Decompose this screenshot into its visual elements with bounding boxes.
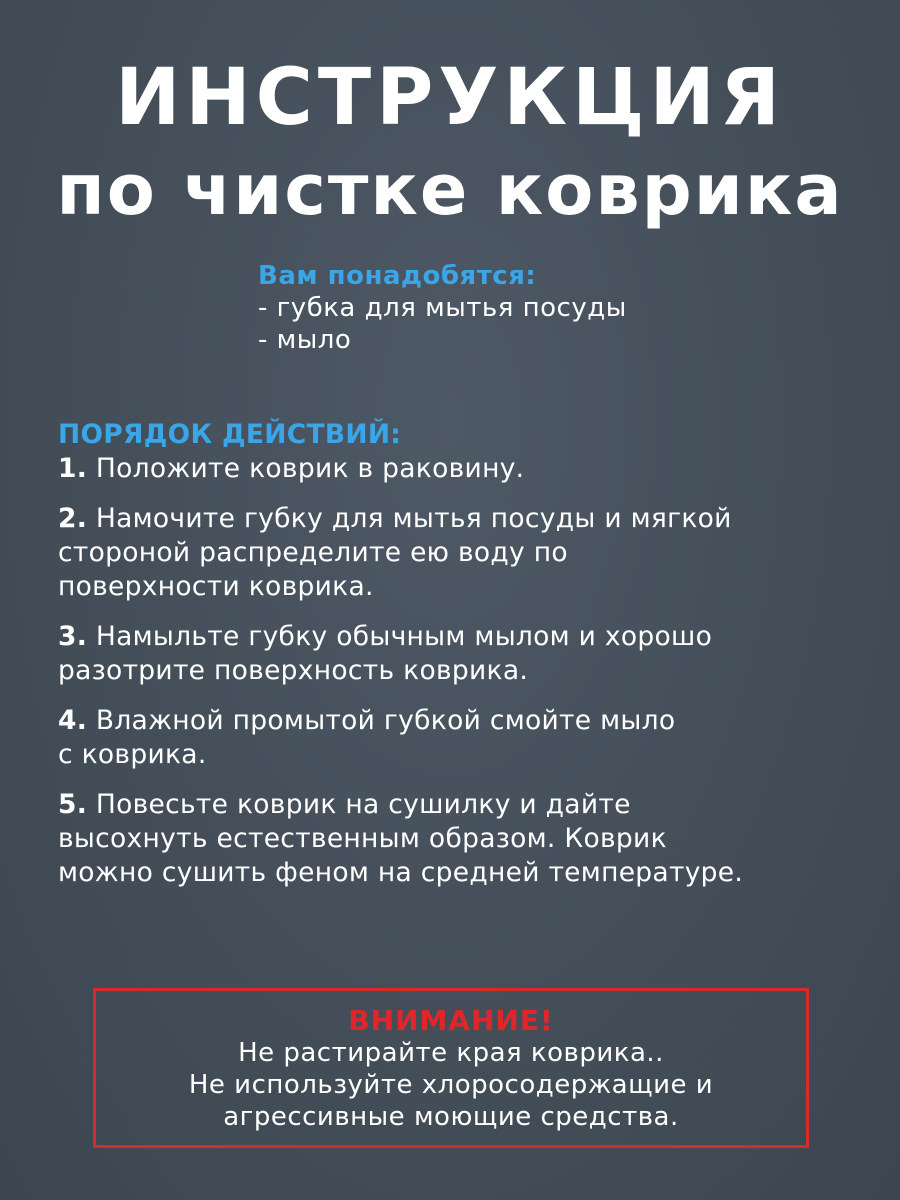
step-text: Влажной промытой губкой смойте мыло (95, 705, 676, 736)
step-line (58, 452, 878, 486)
step-number: 2. (58, 503, 88, 534)
step-text: стороной распределите ею воду по (58, 537, 568, 568)
step-text: с коврика. (58, 739, 207, 770)
step-text: поверхности коврика. (58, 571, 374, 602)
step-text: Повесьте коврик на сушилку и дайте (95, 789, 631, 820)
warning-title: ВНИМАНИЕ! (348, 1004, 554, 1037)
step-line (58, 704, 878, 738)
title-line-1: ИНСТРУКЦИЯ (115, 53, 785, 143)
step-text: можно сушить феном на средней температуре. (58, 857, 744, 888)
step-5 (58, 788, 878, 890)
warning-line: Не растирайте края коврика.. (238, 1038, 664, 1068)
warning-line: Не используйте хлоросодержащие и (188, 1070, 714, 1100)
step-number: 1. (58, 453, 88, 484)
step-number: 3. (58, 621, 88, 652)
step-text: разотрите поверхность коврика. (58, 655, 529, 686)
step-number: 4. (58, 705, 88, 736)
step-line (58, 788, 878, 822)
step-text: Положите коврик в раковину. (95, 453, 525, 484)
warning-box (93, 988, 809, 1148)
supply-item-sponge: - губка для мытья посуды (258, 293, 627, 323)
steps-section (58, 418, 878, 890)
page-title (0, 52, 900, 236)
step-text: Намыльте губку обычным мылом и хорошо (95, 621, 713, 652)
title-line-2: по чистке коврика (56, 149, 844, 231)
step-1 (58, 452, 878, 486)
step-line (58, 502, 878, 536)
step-4 (58, 704, 878, 772)
step-line (58, 620, 878, 654)
step-text: высохнуть естественным образом. Коврик (58, 823, 667, 854)
supplies-heading: Вам понадобятся: (258, 261, 537, 291)
supplies-section (258, 260, 627, 356)
steps-heading: ПОРЯДОК ДЕЙСТВИЙ: (58, 419, 402, 450)
step-2 (58, 502, 878, 604)
step-text: Намочите губку для мытья посуды и мягкой (95, 503, 732, 534)
step-number: 5. (58, 789, 88, 820)
supply-item-soap: - мыло (258, 325, 352, 355)
step-3 (58, 620, 878, 688)
warning-line: агрессивные моющие средства. (223, 1102, 679, 1132)
